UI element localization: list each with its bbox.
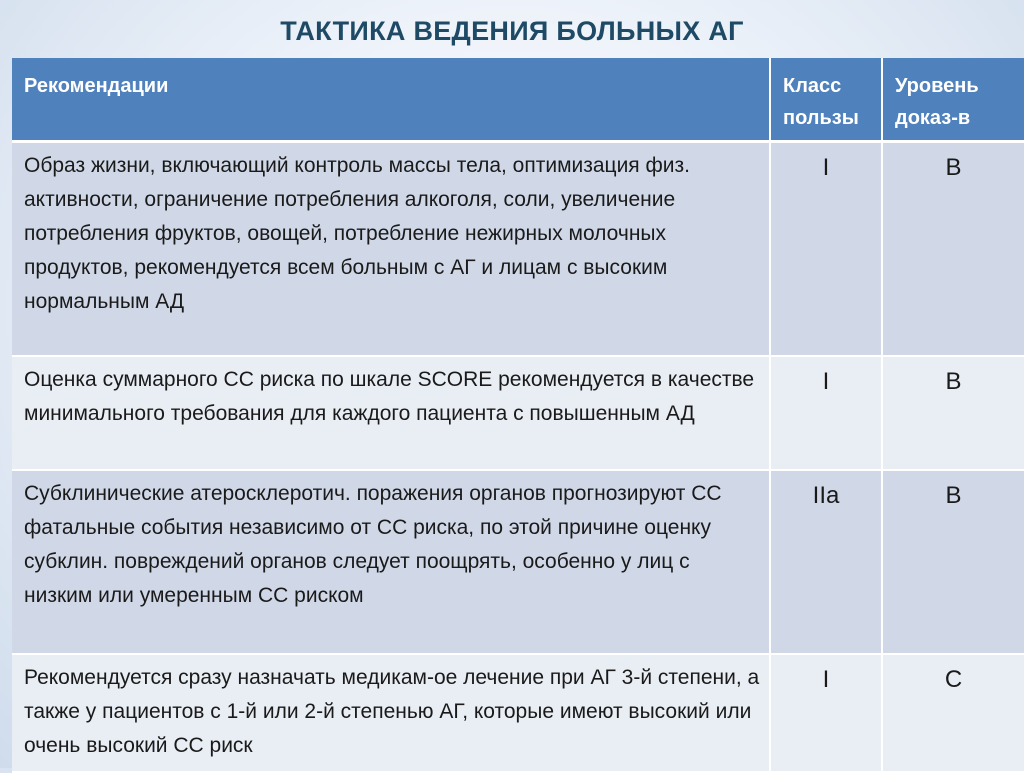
class-value: I	[770, 356, 882, 470]
table-row	[12, 356, 1024, 470]
table-row	[12, 142, 1024, 356]
header-level-line1: Уровень	[895, 75, 979, 97]
level-value: C	[882, 654, 1024, 772]
class-value: IIa	[770, 470, 882, 654]
recommendation-text: Оценка суммарного СС риска по шкале SCORE рекомендуется в качестве минимального требования для каждого пациента с повышенным АД	[12, 356, 770, 470]
slide-title: ТАКТИКА ВЕДЕНИЯ БОЛЬНЫХ АГ	[280, 16, 744, 46]
recommendation-text: Образ жизни, включающий контроль массы тела, оптимизация физ. активности, ограничение потребления алкоголя, соли, увеличение потребления фруктов, овощей, потребление нежирных молочных продуктов, рекомендуется всем больным с АГ и лицам с высоким нормальным АД	[12, 142, 770, 356]
level-value: B	[882, 142, 1024, 356]
header-level	[882, 58, 1024, 142]
recommendation-text: Рекомендуется сразу назначать медикам-ое лечение при АГ 3-й степени, а также у пациентов с 1-й или 2-й степенью АГ, которые имеют высокий или очень высокий СС риск	[12, 654, 770, 772]
recommendation-text: Субклинические атеросклеротич. поражения органов прогнозируют СС фатальные события независимо от СС риска, по этой причине оценку субклин. повреждений органов следует поощрять, особенно у лиц с низким или умеренным СС риском	[12, 470, 770, 654]
class-value: I	[770, 142, 882, 356]
table-header-row	[12, 58, 1024, 142]
table-row	[12, 654, 1024, 772]
recommendations-table	[12, 58, 1024, 773]
header-class-line2: пользы	[783, 107, 859, 129]
level-value: B	[882, 470, 1024, 654]
header-recommendations: Рекомендации	[12, 58, 770, 142]
header-class	[770, 58, 882, 142]
level-value: B	[882, 356, 1024, 470]
table-row	[12, 470, 1024, 654]
header-level-line2: доказ-в	[895, 107, 971, 129]
class-value: I	[770, 654, 882, 772]
header-class-line1: Класс	[783, 75, 842, 97]
